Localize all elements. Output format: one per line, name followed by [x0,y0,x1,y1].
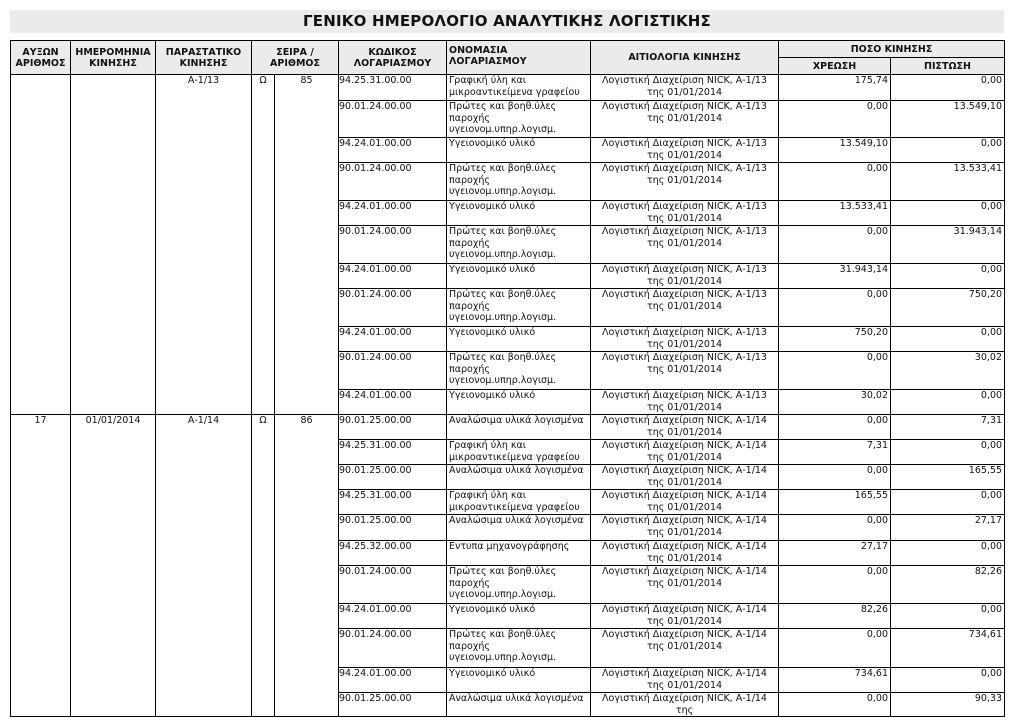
account-code-cell: 94.24.01.00.00 [339,604,447,629]
header-date: ΗΜΕΡΟΜΗΝΙΑ ΚΙΝΗΣΗΣ [71,41,156,75]
reason-cell: Λογιστική Διαχείριση NICK, Α-1/13 της 01/01/2014 [591,75,779,101]
credit-cell: 7,31 [891,415,1005,440]
credit-cell: 0,00 [891,264,1005,289]
account-code-cell: 90.01.24.00.00 [339,289,447,327]
debit-cell: 0,00 [779,515,891,541]
account-code-cell: 94.25.31.00.00 [339,440,447,465]
debit-cell: 82,26 [779,604,891,629]
debit-cell: 0,00 [779,289,891,327]
series-cell: Ω [252,415,275,717]
credit-cell: 0,00 [891,490,1005,515]
account-code-cell: 90.01.25.00.00 [339,465,447,490]
reason-cell: Λογιστική Διαχείριση NICK, Α-1/14 της 01/01/2014 [591,490,779,515]
account-name-cell: Πρώτες και βοηθ.ύλες παροχής υγειονομ.υπηρ.λογισμ. [447,226,591,264]
debit-cell: 0,00 [779,163,891,201]
number-cell: 86 [275,415,339,717]
reason-cell: Λογιστική Διαχείριση NICK, Α-1/14 της 01/01/2014 [591,415,779,440]
credit-cell: 0,00 [891,390,1005,415]
account-name-cell: Αναλώσιμα υλικά λογισμένα [447,515,591,541]
account-code-cell: 94.24.01.00.00 [339,264,447,289]
debit-cell: 13.549,10 [779,138,891,163]
account-name-cell: Εντυπα μηχανογράφησης [447,541,591,566]
account-name-cell: Γραφική ύλη και μικροαντικείμενα γραφείου [447,440,591,465]
account-name-cell: Πρώτες και βοηθ.ύλες παροχής υγειονομ.υπηρ.λογισμ. [447,629,591,668]
reason-cell: Λογιστική Διαχείριση NICK, Α-1/14 της [591,693,779,717]
header-amount: ΠΟΣΟ ΚΙΝΗΣΗΣ [779,41,1005,58]
account-code-cell: 90.01.24.00.00 [339,352,447,390]
credit-cell: 0,00 [891,327,1005,352]
credit-cell: 90,33 [891,693,1005,717]
credit-cell: 13.549,10 [891,101,1005,138]
reason-cell: Λογιστική Διαχείριση NICK, Α-1/13 της 01/01/2014 [591,226,779,264]
account-code-cell: 94.25.32.00.00 [339,541,447,566]
account-name-cell: Υγειονομικό υλικό [447,390,591,415]
reason-cell: Λογιστική Διαχείριση NICK, Α-1/14 της 01/01/2014 [591,668,779,693]
account-name-cell: Γραφική ύλη και μικροαντικείμενα γραφείου [447,75,591,101]
number-cell: 85 [275,75,339,415]
debit-cell: 734,61 [779,668,891,693]
credit-cell: 0,00 [891,201,1005,226]
series-cell: Ω [252,75,275,415]
credit-cell: 0,00 [891,668,1005,693]
debit-cell: 0,00 [779,415,891,440]
debit-cell: 0,00 [779,465,891,490]
credit-cell: 0,00 [891,75,1005,101]
credit-cell: 0,00 [891,138,1005,163]
reason-cell: Λογιστική Διαχείριση NICK, Α-1/14 της 01/01/2014 [591,541,779,566]
account-code-cell: 90.01.24.00.00 [339,226,447,264]
account-name-cell: Υγειονομικό υλικό [447,668,591,693]
debit-cell: 750,20 [779,327,891,352]
document-cell: Α-1/14 [156,415,252,717]
page-title: ΓΕΝΙΚΟ ΗΜΕΡΟΛΟΓΙΟ ΑΝΑΛΥΤΙΚΗΣ ΛΟΓΙΣΤΙΚΗΣ [10,10,1004,33]
account-name-cell: Πρώτες και βοηθ.ύλες παροχής υγειονομ.υπηρ.λογισμ. [447,163,591,201]
reason-cell: Λογιστική Διαχείριση NICK, Α-1/14 της 01/01/2014 [591,515,779,541]
account-name-cell: Γραφική ύλη και μικροαντικείμενα γραφείου [447,490,591,515]
account-name-cell: Πρώτες και βοηθ.ύλες παροχής υγειονομ.υπηρ.λογισμ. [447,289,591,327]
credit-cell: 31.943,14 [891,226,1005,264]
account-name-cell: Υγειονομικό υλικό [447,138,591,163]
account-name-cell: Υγειονομικό υλικό [447,327,591,352]
account-code-cell: 90.01.25.00.00 [339,515,447,541]
debit-cell: 27,17 [779,541,891,566]
account-code-cell: 90.01.25.00.00 [339,693,447,717]
header-serial: ΑΥΞΩΝ ΑΡΙΘΜΟΣ [11,41,71,75]
journal-body [11,75,1005,717]
debit-cell: 0,00 [779,629,891,668]
account-name-cell: Πρώτες και βοηθ.ύλες παροχής υγειονομ.υπηρ.λογισμ. [447,101,591,138]
credit-cell: 750,20 [891,289,1005,327]
date-cell: 01/01/2014 [71,415,156,717]
account-name-cell: Πρώτες και βοηθ.ύλες παροχής υγειονομ.υπηρ.λογισμ. [447,566,591,604]
account-code-cell: 90.01.25.00.00 [339,415,447,440]
account-name-cell: Υγειονομικό υλικό [447,264,591,289]
reason-cell: Λογιστική Διαχείριση NICK, Α-1/14 της 01/01/2014 [591,465,779,490]
reason-cell: Λογιστική Διαχείριση NICK, Α-1/14 της 01/01/2014 [591,629,779,668]
account-code-cell: 94.25.31.00.00 [339,75,447,101]
debit-cell: 13.533,41 [779,201,891,226]
reason-cell: Λογιστική Διαχείριση NICK, Α-1/13 της 01/01/2014 [591,163,779,201]
header-series: ΣΕΙΡΑ / ΑΡΙΘΜΟΣ [252,41,339,75]
header-account-code: ΚΩΔΙΚΟΣ ΛΟΓΑΡΙΑΣΜΟΥ [339,41,447,75]
debit-cell: 30,02 [779,390,891,415]
header-account-name: ΟΝΟΜΑΣΙΑ ΛΟΓΑΡΙΑΣΜΟΥ [447,41,591,75]
account-code-cell: 94.24.01.00.00 [339,138,447,163]
date-cell [71,75,156,415]
account-name-cell: Αναλώσιμα υλικά λογισμένα [447,693,591,717]
account-code-cell: 90.01.24.00.00 [339,163,447,201]
account-code-cell: 94.25.31.00.00 [339,490,447,515]
debit-cell: 0,00 [779,693,891,717]
credit-cell: 30,02 [891,352,1005,390]
account-code-cell: 90.01.24.00.00 [339,629,447,668]
header-document: ΠΑΡΑΣΤΑΤΙΚΟ ΚΙΝΗΣΗΣ [156,41,252,75]
reason-cell: Λογιστική Διαχείριση NICK, Α-1/14 της 01/01/2014 [591,566,779,604]
reason-cell: Λογιστική Διαχείριση NICK, Α-1/14 της 01/01/2014 [591,440,779,465]
credit-cell: 734,61 [891,629,1005,668]
account-name-cell: Πρώτες και βοηθ.ύλες παροχής υγειονομ.υπηρ.λογισμ. [447,352,591,390]
reason-cell: Λογιστική Διαχείριση NICK, Α-1/13 της 01/01/2014 [591,289,779,327]
account-code-cell: 94.24.01.00.00 [339,390,447,415]
reason-cell: Λογιστική Διαχείριση NICK, Α-1/13 της 01/01/2014 [591,201,779,226]
account-code-cell: 94.24.01.00.00 [339,201,447,226]
reason-cell: Λογιστική Διαχείριση NICK, Α-1/13 της 01/01/2014 [591,327,779,352]
serial-cell [11,75,71,415]
account-code-cell: 94.24.01.00.00 [339,668,447,693]
header-reason: ΑΙΤΙΟΛΟΓΙΑ ΚΙΝΗΣΗΣ [591,41,779,75]
table-row [11,415,1005,440]
reason-cell: Λογιστική Διαχείριση NICK, Α-1/13 της 01/01/2014 [591,352,779,390]
debit-cell: 0,00 [779,226,891,264]
account-code-cell: 90.01.24.00.00 [339,101,447,138]
reason-cell: Λογιστική Διαχείριση NICK, Α-1/13 της 01/01/2014 [591,138,779,163]
debit-cell: 0,00 [779,101,891,138]
reason-cell: Λογιστική Διαχείριση NICK, Α-1/13 της 01/01/2014 [591,390,779,415]
journal-table [10,40,1005,717]
account-name-cell: Υγειονομικό υλικό [447,604,591,629]
credit-cell: 82,26 [891,566,1005,604]
reason-cell: Λογιστική Διαχείριση NICK, Α-1/14 της 01/01/2014 [591,604,779,629]
credit-cell: 27,17 [891,515,1005,541]
reason-cell: Λογιστική Διαχείριση NICK, Α-1/13 της 01/01/2014 [591,101,779,138]
credit-cell: 0,00 [891,440,1005,465]
account-name-cell: Υγειονομικό υλικό [447,201,591,226]
document-cell: Α-1/13 [156,75,252,415]
debit-cell: 0,00 [779,352,891,390]
credit-cell: 13.533,41 [891,163,1005,201]
debit-cell: 31.943,14 [779,264,891,289]
debit-cell: 175,74 [779,75,891,101]
account-name-cell: Αναλώσιμα υλικά λογισμένα [447,415,591,440]
reason-cell: Λογιστική Διαχείριση NICK, Α-1/13 της 01/01/2014 [591,264,779,289]
table-row [11,75,1005,101]
account-code-cell: 94.24.01.00.00 [339,327,447,352]
serial-cell: 17 [11,415,71,717]
header-credit: ΠΙΣΤΩΣΗ [891,58,1005,75]
debit-cell: 0,00 [779,566,891,604]
debit-cell: 165,55 [779,490,891,515]
credit-cell: 165,55 [891,465,1005,490]
header-debit: ΧΡΕΩΣΗ [779,58,891,75]
credit-cell: 0,00 [891,604,1005,629]
credit-cell: 0,00 [891,541,1005,566]
debit-cell: 7,31 [779,440,891,465]
account-name-cell: Αναλώσιμα υλικά λογισμένα [447,465,591,490]
account-code-cell: 90.01.24.00.00 [339,566,447,604]
